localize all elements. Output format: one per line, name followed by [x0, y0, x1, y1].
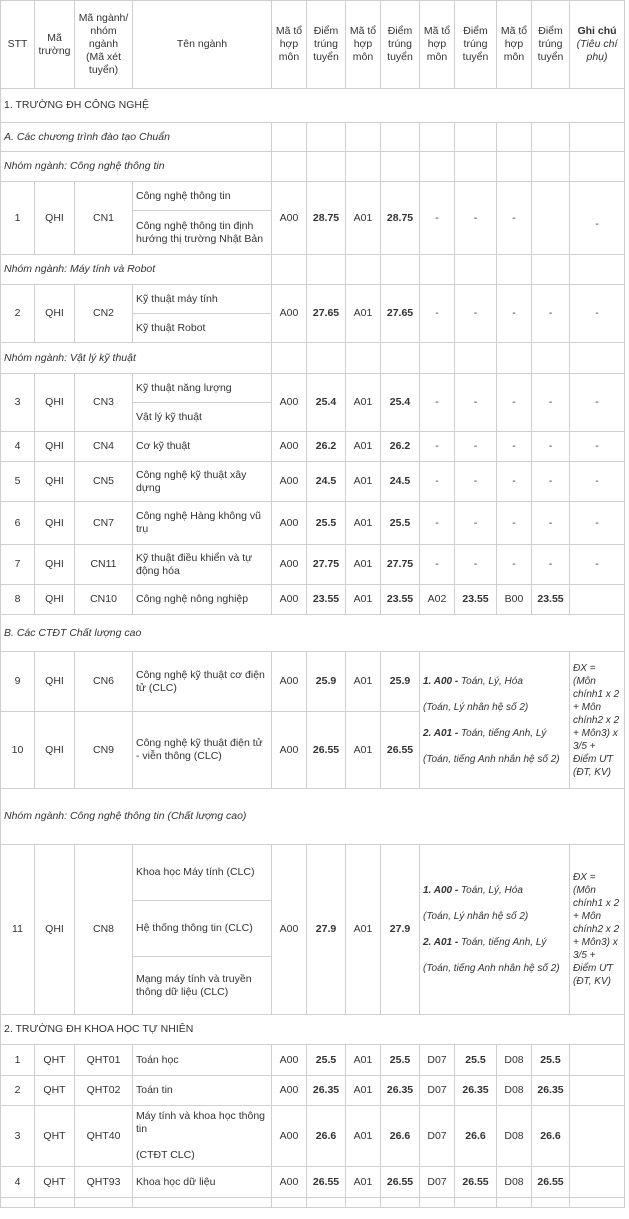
table-row: 3 QHT QHT40 Máy tính và khoa học thông tin (CTĐT CLC) A00 26.6 A01 26.6 D07 26.6 D08 26.6 [1, 1106, 625, 1167]
col-stt: STT [1, 1, 35, 89]
col-to-hop-4: Mã tổ hợp môn [497, 1, 532, 89]
table-row: 5 QHI CN5 Công nghệ kỹ thuật xây dựng A00 24.5 A01 24.5 - - - - - [1, 462, 625, 502]
dx-formula-2: ĐX = (Môn chính1 x 2 + Môn chính2 x 2 + Môn3) x 3/5 + Điểm ƯT (ĐT, KV) [570, 845, 625, 1015]
col-to-hop-1: Mã tổ hợp môn [272, 1, 307, 89]
col-diem-1: Điểm trúng tuyển [307, 1, 346, 89]
table-row: 4 QHT QHT93 Khoa học dữ liệu A00 26.55 A01 26.55 D07 26.55 D08 26.55 [1, 1167, 625, 1198]
group-robot: Nhóm ngành: Máy tính và Robot [1, 255, 272, 285]
section-title-1: 1. TRƯỜNG ĐH CÔNG NGHỆ [1, 89, 625, 123]
col-ghi-chu: Ghi chú (Tiêu chí phụ) [570, 1, 625, 89]
table-row: 10 QHI CN9 Công nghệ kỹ thuật điện tử - viễn thông (CLC) A00 26.55 A01 26.55 [1, 712, 625, 789]
admission-scores-table: STT Mã trường Mã ngành/ nhóm ngành (Mã xét tuyển) Tên ngành Mã tổ hợp môn Điểm trúng tuyển Mã tổ hợp môn Điểm trúng tuyển Mã tổ hợp môn Điểm trúng tuyển Mã tổ hợp môn Điểm trúng tuyển Ghi chú (Tiêu chí phụ) 1. TRƯỜNG ĐH CÔNG NGHỆ A. Các chương trình đào tạo Chuẩn Nhóm ngành: Công nghệ thông tin 1 QHI CN1 Công nghệ thông tin A00 28.75 A01 28.75 - - - - Công nghệ thông tin định hướng thị trường Nhật Bản Nhóm ngành: Máy tính và Robot 2 QHI CN2 Kỹ thuật máy tính A00 27.65 A01 27.65 - - - - - Kỹ thuật Robot Nhóm ngành: Vật lý kỹ thuật 3 QHI CN3 Kỹ thuật năng lượng A00 25.4 A01 25.4 - - - - - Vật lý kỹ thuật 4 QHI CN4 Cơ kỹ thuật A00 26.2 A01 26.2 - - - - - 5 QHI CN5 Công nghệ kỹ thuật xây dựng A00 24.5 A01 24.5 - - - - - 6 QHI CN7 Công nghệ Hàng không vũ trụ A00 25.5 A01 25.5 - - - - - 7 QHI CN11 Kỹ thuật điều khiển và tự động hóa A00 27.75 A01 27.75 - - - - - 8 QHI CN10 Công nghệ nông nghiệp A00 23.55 A01 23.55 A02 23.55 B00 23.55 B. Các CTĐT Chất lượng cao 9 QHI CN6 Công nghệ kỹ thuật cơ điện tử (CLC) A00 25.9 A01 25.9 1. A00 - Toán, Lý, Hóa (Toán, Lý nhân hệ số 2) 2. A01 - Toán, tiếng Anh, Lý (Toán, tiếng Anh nhân hệ số 2) ĐX = (Môn chính1 x 2 + Môn chính2 x 2 + Môn3) x 3/5 + Điểm ƯT (ĐT, KV) 10 QHI CN9 Công nghệ kỹ thuật điện tử - viễn thông (CLC) A00 26.55 A01 26.55 Nhóm ngành: Công nghệ thông tin (Chất lượng cao) 11 QHI CN8 Khoa học Máy tính (CLC) A00 27.9 A01 27.9 1. A00 - Toán, Lý, Hóa (Toán, Lý nhân hệ số 2) 2. A01 - Toán, tiếng Anh, Lý (Toán, tiếng Anh nhân hệ số 2) ĐX = (Môn chính1 x 2 + Môn chính2 x 2 + Môn3) x 3/5 + Điểm ƯT (ĐT, KV) Hệ thống thông tin (CLC) Mạng máy tính và truyền thông dữ liệu (CLC) 2. TRƯỜNG ĐH KHOA HỌC TỰ NHIÊN 1 QHT QHT01 Toán học A00 25.5 A01 25.5 D07 25.5 D08 25.5 2 QHT QHT02 Toán tin A00 26.35 A01 26.35 D07 26.35 D08 26.35 3 QHT QHT40 Máy tính và khoa học thông tin (CTĐT CLC) A00 26.6 A01 26.6 D07 26.6 D08 26.6 4 QHT QHT93 Khoa học dữ liệu A00 26.55 A01 26.55 D07 26.55 D08 26.55 [0, 0, 625, 1208]
subsection-a: A. Các chương trình đào tạo Chuẩn [1, 123, 272, 152]
col-diem-3: Điểm trúng tuyển [455, 1, 497, 89]
col-to-hop-3: Mã tổ hợp môn [420, 1, 455, 89]
col-to-hop-2: Mã tổ hợp môn [346, 1, 381, 89]
table-row: 11 QHI CN8 Khoa học Máy tính (CLC) A00 27.9 A01 27.9 1. A00 - Toán, Lý, Hóa (Toán, Lý nhân hệ số 2) 2. A01 - Toán, tiếng Anh, Lý (Toán, tiếng Anh nhân hệ số 2) ĐX = (Môn chính1 x 2 + Môn chính2 x 2 + Môn3) x 3/5 + Điểm ƯT (ĐT, KV) [1, 845, 625, 901]
section-title-2: 2. TRƯỜNG ĐH KHOA HỌC TỰ NHIÊN [1, 1015, 625, 1045]
dx-formula: ĐX = (Môn chính1 x 2 + Môn chính2 x 2 + Môn3) x 3/5 + Điểm ƯT (ĐT, KV) [570, 652, 625, 789]
group-cntt: Nhóm ngành: Công nghệ thông tin [1, 152, 272, 182]
table-row: 7 QHI CN11 Kỹ thuật điều khiển và tự động hóa A00 27.75 A01 27.75 - - - - - [1, 545, 625, 585]
combo-note-2: 1. A00 - Toán, Lý, Hóa (Toán, Lý nhân hệ số 2) 2. A01 - Toán, tiếng Anh, Lý (Toán, tiếng Anh nhân hệ số 2) [420, 845, 570, 1015]
group-cntt-clc: Nhóm ngành: Công nghệ thông tin (Chất lượng cao) [1, 789, 625, 845]
col-diem-2: Điểm trúng tuyển [381, 1, 420, 89]
col-diem-4: Điểm trúng tuyển [532, 1, 570, 89]
col-ma-nganh: Mã ngành/ nhóm ngành (Mã xét tuyển) [75, 1, 133, 89]
group-vatly: Nhóm ngành: Vật lý kỹ thuật [1, 343, 272, 374]
table-row: 8 QHI CN10 Công nghệ nông nghiệp A00 23.55 A01 23.55 A02 23.55 B00 23.55 [1, 585, 625, 615]
combo-note: 1. A00 - Toán, Lý, Hóa (Toán, Lý nhân hệ số 2) 2. A01 - Toán, tiếng Anh, Lý (Toán, tiếng Anh nhân hệ số 2) [420, 652, 570, 789]
table-row: 1 QHI CN1 Công nghệ thông tin A00 28.75 A01 28.75 - - - - [1, 182, 625, 211]
table-row: 2 QHI CN2 Kỹ thuật máy tính A00 27.65 A01 27.65 - - - - - [1, 285, 625, 314]
subsection-b: B. Các CTĐT Chất lượng cao [1, 615, 625, 652]
table-row: 2 QHT QHT02 Toán tin A00 26.35 A01 26.35 D07 26.35 D08 26.35 [1, 1076, 625, 1106]
table-row: 9 QHI CN6 Công nghệ kỹ thuật cơ điện tử (CLC) A00 25.9 A01 25.9 1. A00 - Toán, Lý, Hóa (Toán, Lý nhân hệ số 2) 2. A01 - Toán, tiếng Anh, Lý (Toán, tiếng Anh nhân hệ số 2) ĐX = (Môn chính1 x 2 + Môn chính2 x 2 + Môn3) x 3/5 + Điểm ƯT (ĐT, KV) [1, 652, 625, 712]
table-row: 1 QHT QHT01 Toán học A00 25.5 A01 25.5 D07 25.5 D08 25.5 [1, 1045, 625, 1076]
table-row: 3 QHI CN3 Kỹ thuật năng lượng A00 25.4 A01 25.4 - - - - - [1, 374, 625, 403]
col-ma-truong: Mã trường [35, 1, 75, 89]
table-row: 6 QHI CN7 Công nghệ Hàng không vũ trụ A00 25.5 A01 25.5 - - - - - [1, 502, 625, 545]
header-row [1, 1, 625, 89]
col-ten-nganh: Tên ngành [133, 1, 272, 89]
table-row: 4 QHI CN4 Cơ kỹ thuật A00 26.2 A01 26.2 - - - - - [1, 432, 625, 462]
